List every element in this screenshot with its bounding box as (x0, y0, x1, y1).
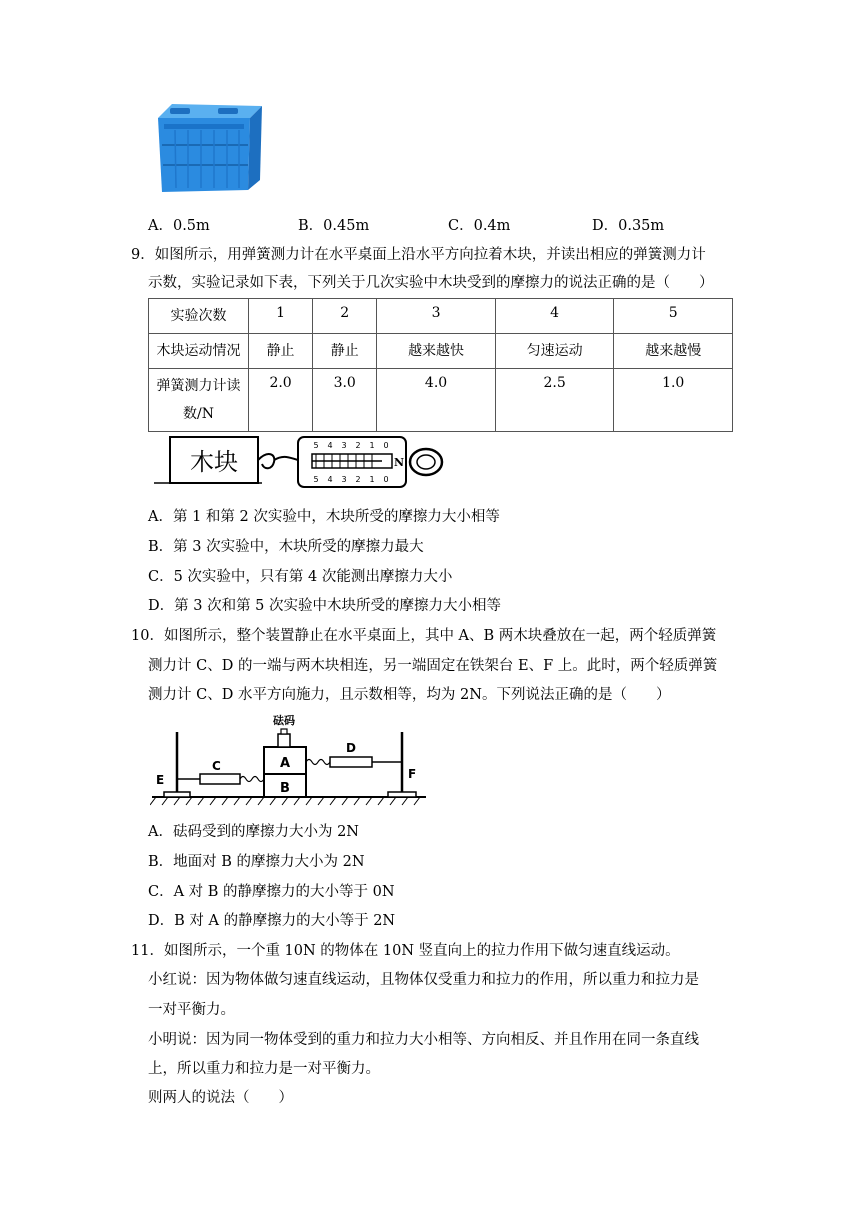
block-label: 木块 (190, 448, 238, 476)
block-a-label: A (279, 756, 291, 771)
q9-data-table (148, 298, 733, 432)
q8-option-d: D．0.35m (592, 218, 665, 234)
table-cell: 越来越慢 (614, 334, 733, 369)
table-header-cell: 1 (249, 299, 313, 334)
scale-number: 2 (355, 441, 361, 450)
unit-label: N (393, 456, 405, 469)
spring-c-label: C (212, 759, 221, 773)
scale-number: 1 (369, 475, 375, 484)
stacked-blocks-figure (150, 712, 430, 807)
scale-number: 0 (383, 475, 389, 484)
spring-scale-figure (150, 432, 450, 492)
q10-stem-line3: 测力计 C、D 水平方向施力，且示数相等，均为 2N。下列说法正确的是（ ） (148, 687, 671, 703)
scale-number: 3 (341, 475, 347, 484)
spring-d-label: D (346, 741, 356, 755)
scale-number: 5 (313, 441, 319, 450)
q8-option-a: A．0.5m (148, 218, 210, 234)
table-cell: 2.5 (495, 369, 614, 432)
block-b-label: B (280, 781, 290, 796)
scale-number: 4 (327, 475, 333, 484)
q9-option-d: D．第 3 次和第 5 次实验中木块所受的摩擦力大小相等 (148, 598, 502, 614)
table-header-cell: 3 (377, 299, 496, 334)
table-header-cell: 5 (614, 299, 733, 334)
q11-ask: 则两人的说法（ ） (148, 1090, 293, 1106)
table-cell: 木块运动情况 (149, 334, 249, 369)
crate-image (150, 100, 265, 198)
scale-number: 5 (313, 475, 319, 484)
q8-option-b: B．0.45m (298, 218, 370, 234)
table-cell: 2.0 (249, 369, 313, 432)
q10-option-d: D．B 对 A 的静摩擦力的大小等于 2N (148, 913, 396, 929)
q10-stem-line1: 10．如图所示，整个装置静止在水平桌面上，其中 A、B 两木块叠放在一起，两个轻质弹簧 (131, 628, 717, 644)
q9-stem-line1: 9．如图所示，用弹簧测力计在水平桌面上沿水平方向拉着木块，并读出相应的弹簧测力计 (131, 247, 706, 263)
table-cell: 静止 (313, 334, 377, 369)
q10-stem-line2: 测力计 C、D 的一端与两木块相连，另一端固定在铁架台 E、F 上。此时，两个轻质弹簧 (148, 658, 718, 674)
table-cell: 3.0 (313, 369, 377, 432)
table-cell: 匀速运动 (495, 334, 614, 369)
scale-number: 2 (355, 475, 361, 484)
table-header-cell: 4 (495, 299, 614, 334)
q11-xiaoming-line2: 上，所以重力和拉力是一对平衡力。 (148, 1061, 380, 1077)
q10-option-a: A．砝码受到的摩擦力大小为 2N (148, 824, 359, 840)
q11-stem: 11．如图所示，一个重 10N 的物体在 10N 竖直向上的拉力作用下做匀速直线运动。 (131, 943, 680, 959)
q11-xiaohong-line2: 一对平衡力。 (148, 1002, 235, 1018)
scale-number: 3 (341, 441, 347, 450)
table-cell: 越来越快 (377, 334, 496, 369)
table-cell: 4.0 (377, 369, 496, 432)
weight-label: 砝码 (273, 714, 295, 727)
q9-option-c: C．5 次实验中，只有第 4 次能测出摩擦力大小 (148, 569, 453, 585)
scale-number: 1 (369, 441, 375, 450)
scale-number: 4 (327, 441, 333, 450)
q10-option-b: B．地面对 B 的摩擦力大小为 2N (148, 854, 365, 870)
q8-option-c: C．0.4m (448, 218, 511, 234)
table-header-cell: 2 (313, 299, 377, 334)
stand-f-label: F (408, 767, 417, 781)
q10-option-c: C．A 对 B 的静摩擦力的大小等于 0N (148, 884, 395, 900)
table-cell: 弹簧测力计读 数/N (149, 369, 249, 432)
q9-option-b: B．第 3 次实验中，木块所受的摩擦力最大 (148, 539, 424, 555)
q9-stem-line2: 示数，实验记录如下表，下列关于几次实验中木块受到的摩擦力的说法正确的是（ ） (148, 275, 714, 291)
scale-number: 0 (383, 441, 389, 450)
q11-xiaoming-line1: 小明说：因为同一物体受到的重力和拉力大小相等、方向相反、并且作用在同一条直线 (148, 1032, 699, 1048)
table-cell: 1.0 (614, 369, 733, 432)
stand-e-label: E (156, 773, 165, 787)
q9-option-a: A．第 1 和第 2 次实验中，木块所受的摩擦力大小相等 (148, 509, 500, 525)
q11-xiaohong-line1: 小红说：因为物体做匀速直线运动，且物体仅受重力和拉力的作用，所以重力和拉力是 (148, 972, 699, 988)
table-cell: 静止 (249, 334, 313, 369)
table-header-cell: 实验次数 (149, 299, 249, 334)
